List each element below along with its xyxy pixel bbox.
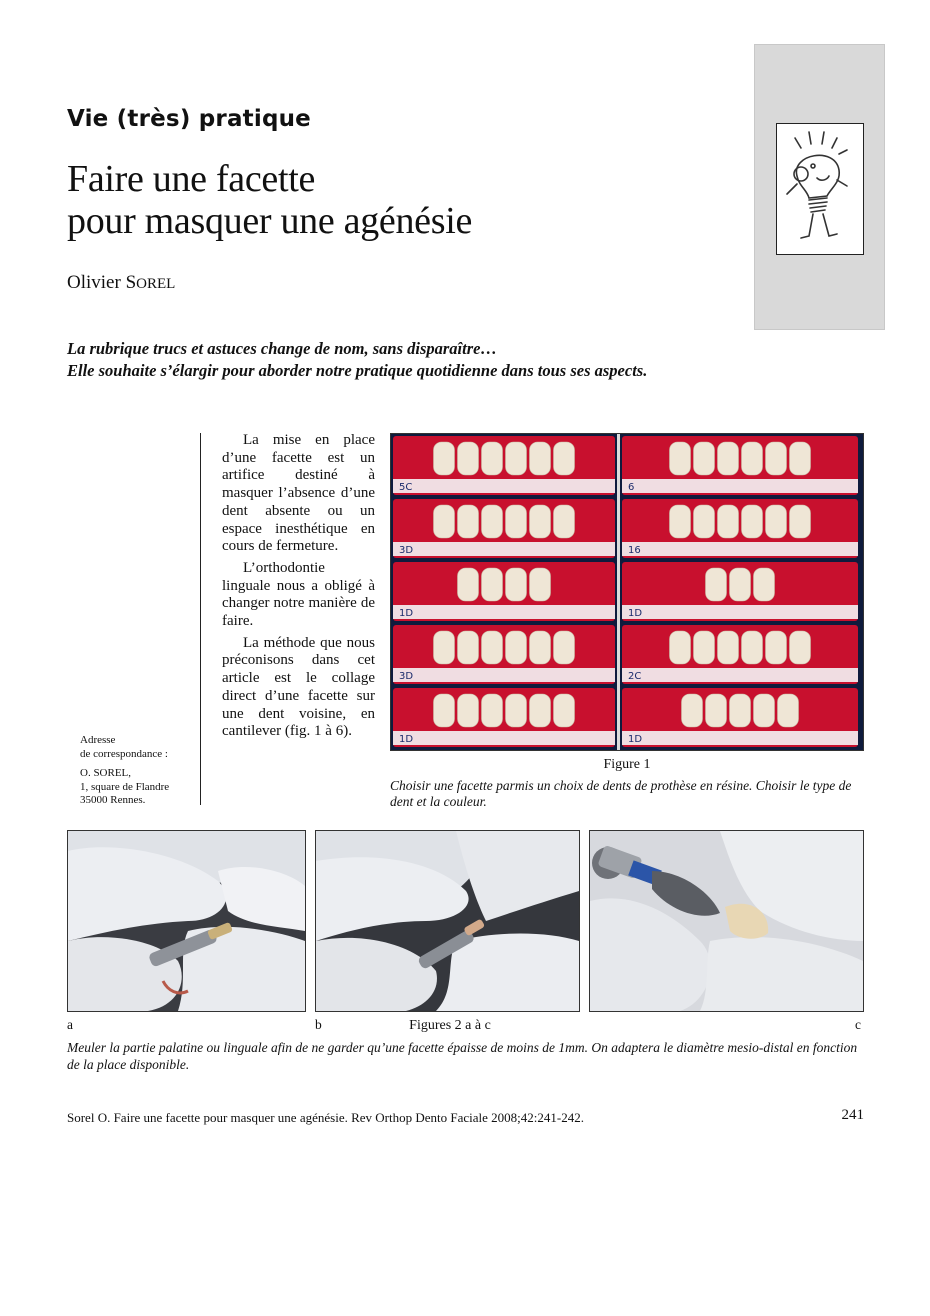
denture-tooth [434, 694, 455, 727]
denture-tooth [718, 442, 739, 475]
denture-tooth [670, 505, 691, 538]
card-label-strip [622, 542, 858, 556]
denture-tooth [754, 568, 775, 601]
figure-2-label: Figures 2 a à c [409, 1018, 491, 1033]
author-surname-rest: OREL [136, 276, 176, 292]
denture-tooth [554, 505, 575, 538]
denture-tooth [682, 694, 703, 727]
denture-tooth [482, 694, 503, 727]
denture-tooth [766, 442, 787, 475]
figure-2b-letter: b [315, 1017, 322, 1032]
figure-1-photo [390, 433, 864, 751]
bur-and-facette-photo-c [590, 831, 863, 1011]
denture-tooth [434, 505, 455, 538]
card-code-label: 3D [399, 671, 414, 682]
body-paragraph-1: La mise en place d’une facette est un artifice destiné à masquer l’absence d’une dent absente ou un espace inesthétique en cours de fermeture. [222, 432, 375, 555]
denture-tooth [530, 442, 551, 475]
figure-2a-letter: a [67, 1017, 73, 1032]
denture-tooth [458, 505, 479, 538]
denture-tooth [482, 631, 503, 664]
denture-tooth [790, 442, 811, 475]
card-code-label: 5C [399, 482, 413, 493]
denture-tooth [482, 505, 503, 538]
denture-tooth [754, 694, 775, 727]
denture-tooth [482, 442, 503, 475]
figure-2c-letter: c [855, 1017, 861, 1032]
title-line-2: pour masquer une agénésie [67, 200, 473, 242]
card-label-strip [622, 605, 858, 619]
denture-tooth [506, 631, 527, 664]
article-lead [67, 338, 647, 382]
denture-tooth [694, 505, 715, 538]
denture-tooth [554, 694, 575, 727]
article-citation: Sorel O. Faire une facette pour masquer une agénésie. Rev Orthop Dento Faciale 2008;42:241-242. [67, 1110, 584, 1125]
card-label-strip [393, 605, 615, 619]
denture-tooth [694, 442, 715, 475]
gloved-hands-grinding-photo-b [316, 831, 579, 1011]
card-code-label: 6 [628, 482, 635, 493]
figure-2a-photo [67, 830, 306, 1012]
denture-tooth [530, 631, 551, 664]
denture-tooth [778, 694, 799, 727]
card-label-strip [393, 731, 615, 745]
address-city: 35000 Rennes. [80, 794, 146, 806]
denture-tooth [742, 631, 763, 664]
card-code-label: 1D [399, 734, 414, 745]
author-first-name: Olivier [67, 272, 126, 293]
correspondence-address [80, 734, 169, 808]
figure-2b-photo [315, 830, 580, 1012]
denture-tooth [790, 631, 811, 664]
lightbulb-mascot-icon [777, 124, 863, 254]
denture-tooth [530, 568, 551, 601]
denture-tooth [554, 442, 575, 475]
card-label-strip [393, 479, 615, 493]
card-label-strip [622, 479, 858, 493]
figure-2c-photo [589, 830, 864, 1012]
figure-1-label: Figure 1 [603, 757, 651, 772]
denture-tooth [694, 631, 715, 664]
denture-tooth [742, 505, 763, 538]
gloved-hands-grinding-photo-a [68, 831, 305, 1011]
author-name [67, 272, 175, 294]
address-name: O. SOREL, [80, 767, 132, 779]
title-line-1: Faire une facette [67, 158, 316, 200]
denture-tooth [730, 694, 751, 727]
lightbulb-mascot-logo [776, 123, 864, 255]
body-paragraph-2: L’orthodontie linguale nous a obligé à changer notre manière de faire. [222, 559, 375, 630]
address-heading-1: Adresse [80, 734, 116, 746]
denture-tooth [458, 442, 479, 475]
card-code-label: 3D [399, 545, 414, 556]
denture-tooth [718, 505, 739, 538]
denture-tooth [482, 568, 503, 601]
address-heading-2: de correspondance : [80, 747, 168, 760]
body-text [222, 432, 375, 745]
figure-1-caption: Choisir une facette parmis un choix de dents de prothèse en résine. Choisir le type de dent et la couleur. [390, 778, 852, 809]
lead-line-1: La rubrique trucs et astuces change de nom, sans disparaître… [67, 339, 497, 358]
section-rubric: Vie (très) pratique [67, 106, 311, 132]
page-number: 241 [841, 1107, 864, 1123]
figure-2-caption: Meuler la partie palatine ou linguale afin de ne garder qu’une facette épaisse de moins de 1mm. On adaptera le diamètre mesio-distal en fonction de la place disponible. [67, 1040, 858, 1072]
card-tray-divider [617, 434, 620, 750]
denture-tooth [706, 694, 727, 727]
denture-tooth [554, 631, 575, 664]
author-initial: S [125, 272, 137, 293]
denture-tooth [506, 505, 527, 538]
denture-tooth [766, 505, 787, 538]
denture-tooth [790, 505, 811, 538]
denture-tooth [458, 631, 479, 664]
denture-tooth [434, 631, 455, 664]
card-code-label: 1D [628, 734, 643, 745]
denture-tooth [670, 442, 691, 475]
card-label-strip [393, 542, 615, 556]
denture-tooth [742, 442, 763, 475]
card-label-strip [622, 668, 858, 682]
denture-tooth [434, 442, 455, 475]
denture-tooth [506, 442, 527, 475]
denture-tooth [718, 631, 739, 664]
denture-tooth [506, 568, 527, 601]
card-code-label: 1D [628, 608, 643, 619]
card-code-label: 16 [628, 545, 641, 556]
denture-tooth [530, 505, 551, 538]
denture-tooth [670, 631, 691, 664]
card-label-strip [393, 668, 615, 682]
denture-tooth [706, 568, 727, 601]
body-paragraph-3: La méthode que nous préconisons dans cet article est le collage direct d’une facette sur une dent voisine, en cantilever (fig. 1 à 6). [222, 634, 375, 740]
card-label-strip [622, 731, 858, 745]
denture-tooth [458, 694, 479, 727]
address-street: 1, square de Flandre [80, 780, 170, 793]
column-divider [200, 433, 201, 805]
card-code-label: 2C [628, 671, 642, 682]
denture-tooth [730, 568, 751, 601]
denture-tooth [506, 694, 527, 727]
lead-line-2: Elle souhaite s’élargir pour aborder notre pratique quotidienne dans tous ses aspects. [67, 361, 648, 380]
article-title [67, 158, 472, 242]
denture-tooth [530, 694, 551, 727]
denture-tooth [458, 568, 479, 601]
card-code-label: 1D [399, 608, 414, 619]
denture-teeth-cards-photo [391, 434, 863, 750]
denture-tooth [766, 631, 787, 664]
